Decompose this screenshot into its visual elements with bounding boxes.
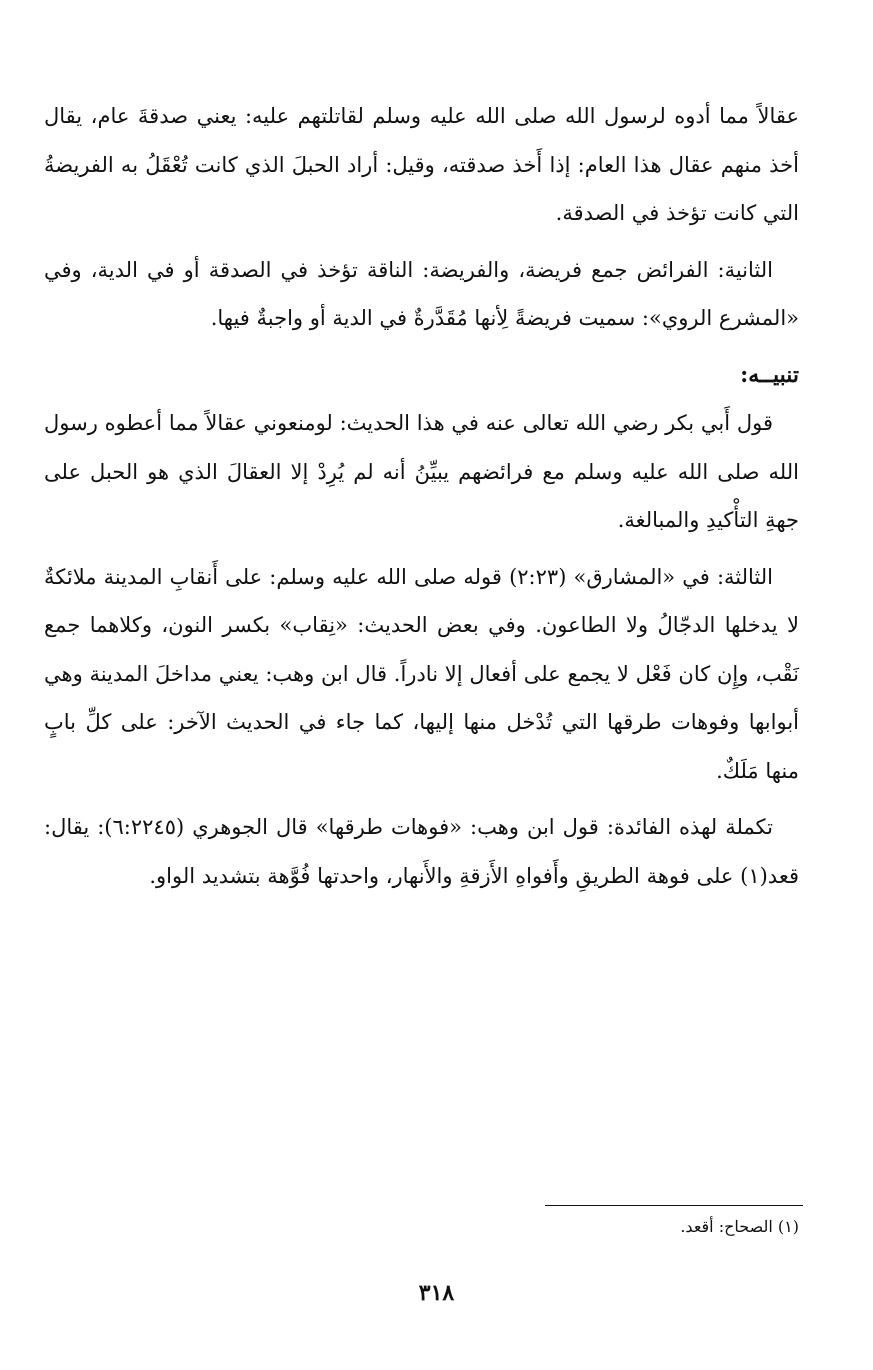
footnote: (١) الصحاح: أقعد. [680, 1217, 799, 1236]
paragraph-2: الثانية: الفرائض جمع فريضة، والفريضة: الناقة تؤخذ في الصدقة أو في الدية، وفي «المشرع الروي»: سميت فريضةً لِأنها مُقَدَّرةٌ في الدية أو واجبةٌ فيها. [44, 257, 799, 330]
section-heading: تنبيــه: [740, 361, 799, 388]
paragraph-5: تكملة لهذه الفائدة: قول ابن وهب: «فوهات طرقها» قال الجوهري (٦:٢٢٤٥): يقال: قعد(١) على فوهة الطريقِ وأَفواهِ الأَزقةِ والأَنهار، واحدتها فُوَّهة بتشديد الواو. [44, 815, 799, 888]
page-body [44, 92, 799, 908]
footnote-divider [545, 1205, 803, 1206]
paragraph-3: قول أَبي بكر رضي الله تعالى عنه في هذا الحديث: لومنعوني عقالاً مما أعطوه رسول الله صلى الله عليه وسلم مع فرائضهم يبيِّنُ أنه لم يُرِدْ إلا العقالَ الذي هو الحبل على جهةِ التأْكيدِ والمبالغة. [44, 411, 799, 532]
paragraph-1: عقالاً مما أدوه لرسول الله صلى الله عليه وسلم لقاتلتهم عليه: يعني صدقةَ عام، يقال أخذ منهم عقال هذا العام: إذا أَخذ صدقته، وقيل: أراد الحبلَ الذي كانت تُعْقَلُ به الفريضةُ التي كانت تؤخذ في الصدقة. [44, 104, 799, 225]
paragraph-4: الثالثة: في «المشارق» (٢:٢٣) قوله صلى الله عليه وسلم: على أَنقابِ المدينة ملائكةٌ لا يدخلها الدجّالُ ولا الطاعون. وفي بعض الحديث: «نِقاب» بكسر النون، وكلاهما جمع نَقْب، وإِن كان فَعْل لا يجمع على أفعال إلا نادراً. قال ابن وهب: يعني مداخلَ المدينة وهي أبوابها وفوهات طرقها التي تُدْخل منها إليها، كما جاء في الحديث الآخر: على كلِّ بابٍ منها مَلَكٌ. [44, 564, 799, 783]
page-number: ٣١٨ [418, 1280, 455, 1306]
